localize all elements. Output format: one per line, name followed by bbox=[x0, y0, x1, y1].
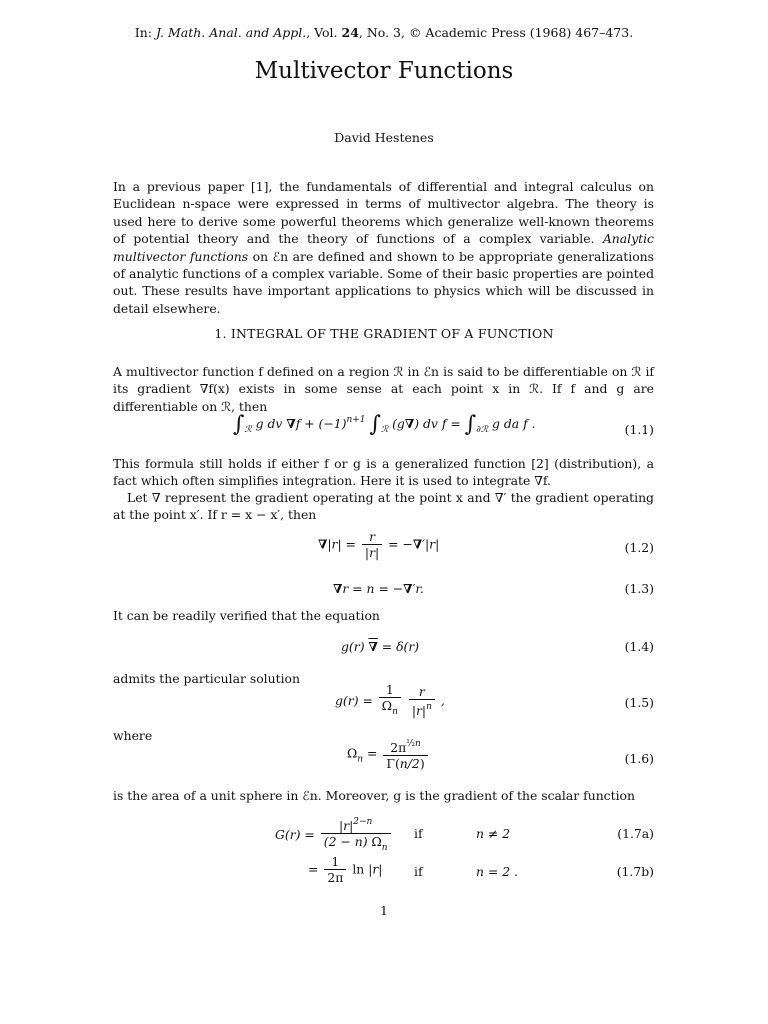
citation-rest: , No. 3, © Academic Press (1968) 467–473. bbox=[358, 25, 634, 40]
abstract-part-1: In a previous paper [1], the fundamentals of differential and integral calculus on Euclidean n-space were expressed in terms of multivector algebra. The theory is used here to derive some powerful theorems which generalize well-known theorems of potential theory and the theory of functions of a complex variable. bbox=[113, 179, 654, 247]
equation-1-2 bbox=[113, 530, 654, 568]
equation-1-6 bbox=[113, 737, 654, 781]
paragraph-4: It can be readily verified that the equation bbox=[113, 608, 380, 623]
paper-title: Multivector Functions bbox=[254, 58, 514, 84]
author-name: David Hestenes bbox=[334, 130, 434, 145]
equation-1-1 bbox=[113, 410, 654, 450]
condition-if-a: if bbox=[414, 826, 423, 841]
citation-volume: 24 bbox=[341, 25, 359, 40]
paragraph-2: This formula still holds if either f or g is a generalized function [2] (distribution), a fact which often simplifies integration. Here it is used to integrate ∇f. bbox=[113, 456, 654, 489]
paragraph-3: Let ∇ represent the gradient operating at the point x and ∇′ the gradient operating at the point x′. If r = x − x′, then bbox=[113, 490, 654, 523]
equation-1-7a bbox=[113, 815, 654, 855]
section-heading: 1. INTEGRAL OF THE GRADIENT OF A FUNCTION bbox=[214, 326, 554, 341]
citation-journal: J. Math. Anal. and Appl. bbox=[155, 25, 307, 40]
equation-1-7a-body: G(r) = $\frac{|r|^{2-n}}{(2 - n) \Omega_n}$ bbox=[275, 815, 393, 856]
equation-number-1-5: (1.5) bbox=[624, 695, 654, 710]
equation-1-3-body: ∇r = n = −∇′r. bbox=[333, 581, 424, 596]
paragraph-7: is the area of a unit sphere in ℰn. Moreover, g is the gradient of the scalar function bbox=[113, 788, 635, 803]
equation-number-1-7a: (1.7a) bbox=[617, 826, 654, 841]
equation-number-1-3: (1.3) bbox=[624, 581, 654, 596]
equation-1-5 bbox=[113, 683, 654, 723]
equation-1-1-body: $\int_ℛ$ g dv $\nabla f + (-1)^{n+1}$ $\int_ℛ$ (g∇) dv $f = \int_{\partial ℛ}$ g da f . bbox=[233, 412, 536, 437]
citation-prefix: In: bbox=[134, 25, 156, 40]
journal-citation bbox=[0, 25, 768, 40]
abstract-italic: Analytic multivector functions bbox=[113, 231, 654, 264]
condition-a: n ≠ 2 bbox=[476, 826, 511, 841]
equation-1-7b bbox=[113, 855, 654, 891]
equation-1-7b-body: = $\frac{1}{2\pi}$ ln |r| bbox=[308, 854, 383, 885]
equation-1-4 bbox=[113, 638, 654, 658]
paragraph-6: where bbox=[113, 728, 153, 743]
paragraph-5: admits the particular solution bbox=[113, 671, 300, 686]
equation-number-1-1: (1.1) bbox=[624, 422, 654, 437]
equation-1-4-body: g(r) ∇ = δ(r) bbox=[341, 639, 420, 654]
page-number: 1 bbox=[380, 903, 388, 918]
equation-1-3 bbox=[113, 580, 654, 600]
equation-1-5-body: g(r) = $\frac{1}{\Omega_n}$ $\frac{r}{|r|^n}$ , bbox=[335, 682, 445, 718]
equation-number-1-4: (1.4) bbox=[624, 639, 654, 654]
equation-1-6-body: $\Omega_n$ = $\frac{2\pi^{\frac{1}{2}n}}{\Gamma(n/2)}$ bbox=[347, 737, 430, 771]
condition-if-b: if bbox=[414, 864, 423, 879]
paragraph-1: A multivector function f defined on a region ℛ in ℰn is said to be differentiable on ℛ if its gradient ∇f(x) exists in some sense at each point x in ℛ. If f and g are differentiable on ℛ, then bbox=[113, 364, 654, 414]
citation-vol-label: , Vol. bbox=[306, 25, 342, 40]
equation-1-2-body: ∇|r| = $\frac{r}{|r|}$ = −∇′|r| bbox=[318, 529, 440, 560]
equation-number-1-7b: (1.7b) bbox=[616, 864, 654, 879]
abstract-part-2: on ℰn are defined and shown to be appropriate generalizations of analytic functions of a complex variable. Some of their basic properties are pointed out. These results have important applications to physics which will be discussed in detail elsewhere. bbox=[113, 248, 655, 316]
abstract bbox=[113, 178, 654, 317]
equation-number-1-6: (1.6) bbox=[624, 751, 654, 766]
condition-b: n = 2 . bbox=[476, 864, 518, 879]
equation-number-1-2: (1.2) bbox=[624, 540, 654, 555]
